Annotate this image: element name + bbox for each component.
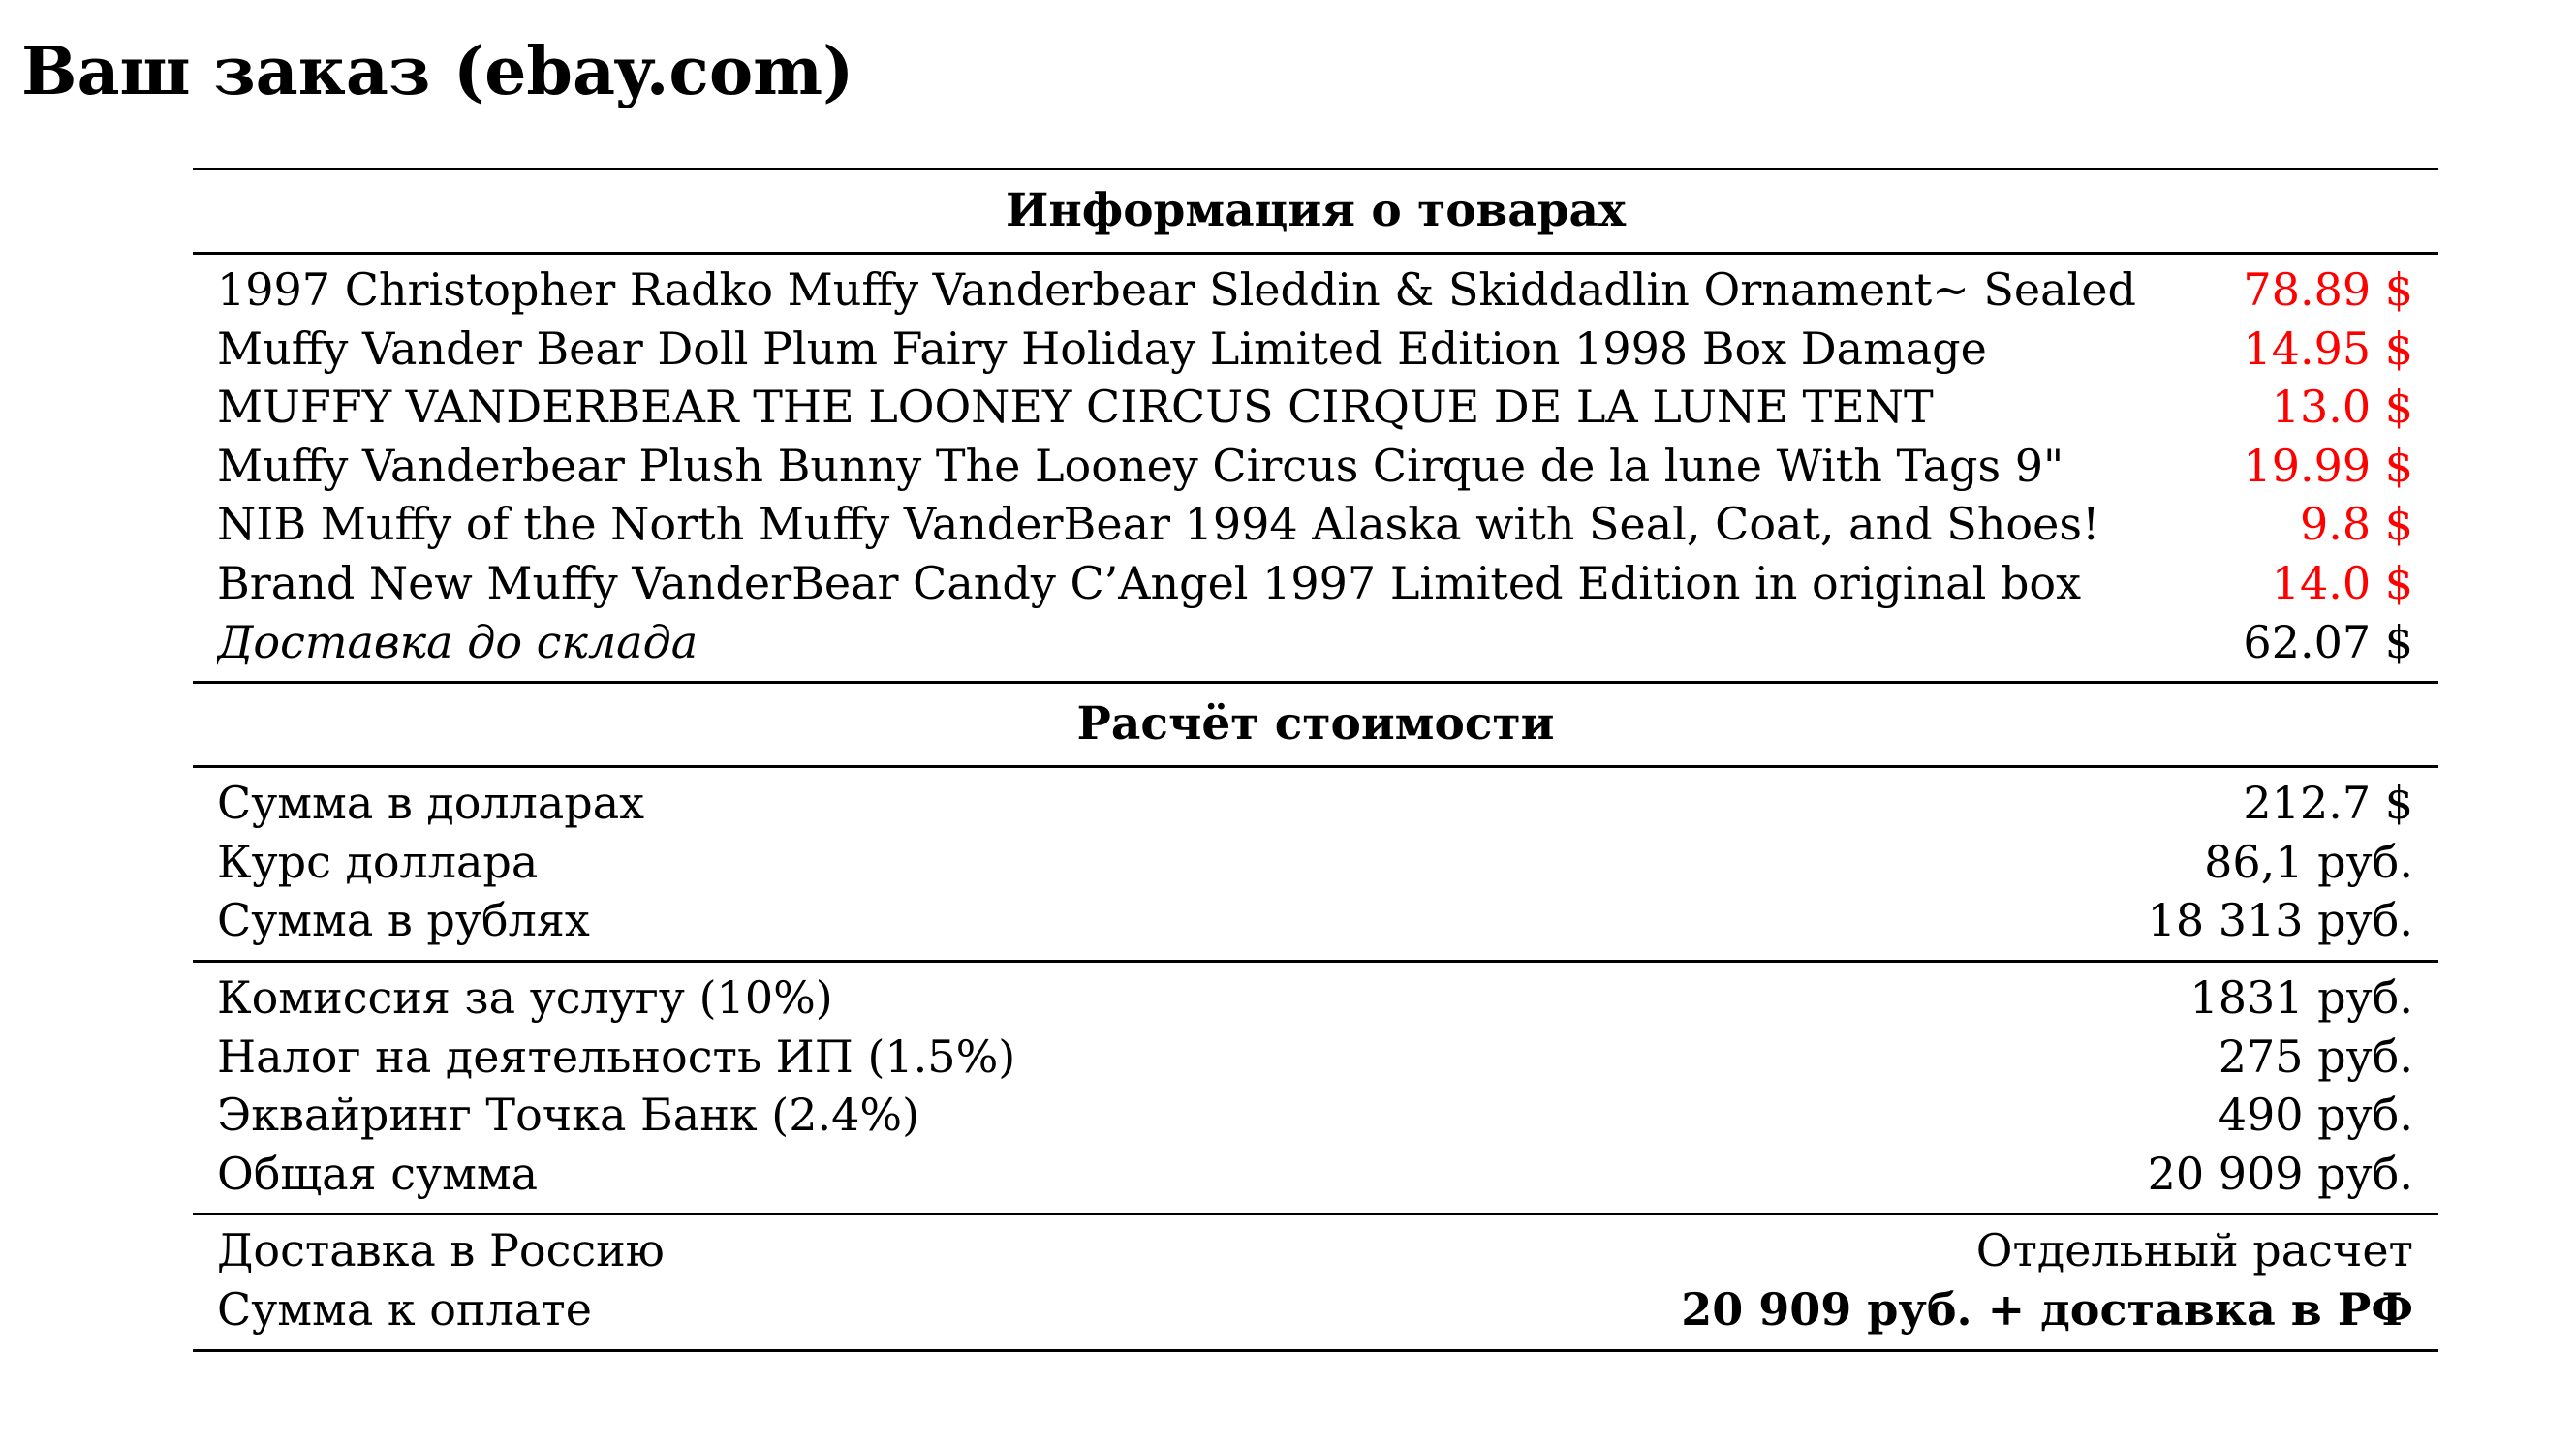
page-title: Ваш заказ (ebay.com): [21, 33, 854, 110]
total-value: 20 909 руб.: [2147, 1147, 2413, 1200]
exchange-rate-label: Курс доллара: [217, 835, 539, 888]
item-price: 19.99 $: [2243, 439, 2413, 492]
item-name: NIB Muffy of the North Muffy VanderBear 1994 Alaska with Seal, Coat, and Shoes!: [217, 498, 2100, 551]
item-row: [193, 554, 2438, 613]
sum-rub-value: 18 313 руб.: [2147, 894, 2413, 947]
items-list: [193, 255, 2438, 681]
service-fee-row: [193, 968, 2438, 1028]
warehouse-delivery-row: [193, 613, 2438, 672]
item-name: Brand New Muffy VanderBear Candy C’Angel 1997 Limited Edition in original box: [217, 556, 2082, 609]
table-bottom-rule: [193, 1349, 2438, 1352]
exchange-rate-row: [193, 833, 2438, 892]
item-row: [193, 378, 2438, 437]
sum-usd-label: Сумма в долларах: [217, 777, 645, 830]
item-price: 13.0 $: [2271, 381, 2413, 434]
fees-group: [193, 963, 2438, 1213]
item-row: [193, 495, 2438, 554]
item-name: MUFFY VANDERBEAR THE LOONEY CIRCUS CIRQUE DE LA LUNE TENT: [217, 381, 1934, 434]
russia-delivery-label: Доставка в Россию: [217, 1224, 665, 1277]
item-name: 1997 Christopher Radko Muffy Vanderbear Sleddin & Skiddadlin Ornament~ Sealed: [217, 263, 2136, 316]
warehouse-delivery-label: Доставка до склада: [217, 615, 698, 668]
item-price: 14.0 $: [2271, 556, 2413, 609]
sum-rub-row: [193, 891, 2438, 950]
service-fee-label: Комиссия за услугу (10%): [217, 970, 833, 1024]
item-name: Muffy Vander Bear Doll Plum Fairy Holiday Limited Edition 1998 Box Damage: [217, 322, 1987, 375]
exchange-rate-value: 86,1 руб.: [2204, 835, 2413, 888]
sum-usd-value: 212.7 $: [2243, 777, 2413, 830]
tax-label: Налог на деятельность ИП (1.5%): [217, 1030, 1016, 1083]
item-row: [193, 261, 2438, 320]
amount-due-label: Сумма к оплате: [217, 1282, 592, 1336]
item-row: [193, 437, 2438, 496]
order-summary-table: [193, 168, 2438, 1352]
amount-due-value: 20 909 руб. + доставка в РФ: [1681, 1282, 2413, 1336]
acquiring-row: [193, 1086, 2438, 1145]
amount-due-row: [193, 1280, 2438, 1339]
warehouse-delivery-value: 62.07 $: [2243, 615, 2413, 668]
russia-delivery-row: [193, 1221, 2438, 1280]
sum-usd-row: [193, 774, 2438, 833]
cost-section-header: Расчёт стоимости: [1076, 697, 1555, 752]
conversion-group: [193, 768, 2438, 960]
acquiring-label: Эквайринг Точка Банк (2.4%): [217, 1089, 920, 1142]
item-price: 14.95 $: [2243, 322, 2413, 375]
russia-delivery-value: Отдельный расчет: [1975, 1224, 2413, 1277]
item-price: 9.8 $: [2299, 498, 2413, 551]
total-row: [193, 1145, 2438, 1204]
item-name: Muffy Vanderbear Plush Bunny The Looney Circus Cirque de la lune With Tags 9": [217, 439, 2064, 492]
tax-value: 275 руб.: [2218, 1030, 2413, 1083]
total-label: Общая сумма: [217, 1147, 539, 1200]
sum-rub-label: Сумма в рублях: [217, 894, 590, 947]
acquiring-value: 490 руб.: [2218, 1089, 2413, 1142]
items-section-header: Информация о товарах: [1006, 184, 1626, 237]
service-fee-value: 1831 руб.: [2189, 970, 2413, 1024]
item-row: [193, 320, 2438, 379]
item-price: 78.89 $: [2243, 263, 2413, 316]
final-group: [193, 1215, 2438, 1348]
tax-row: [193, 1028, 2438, 1087]
